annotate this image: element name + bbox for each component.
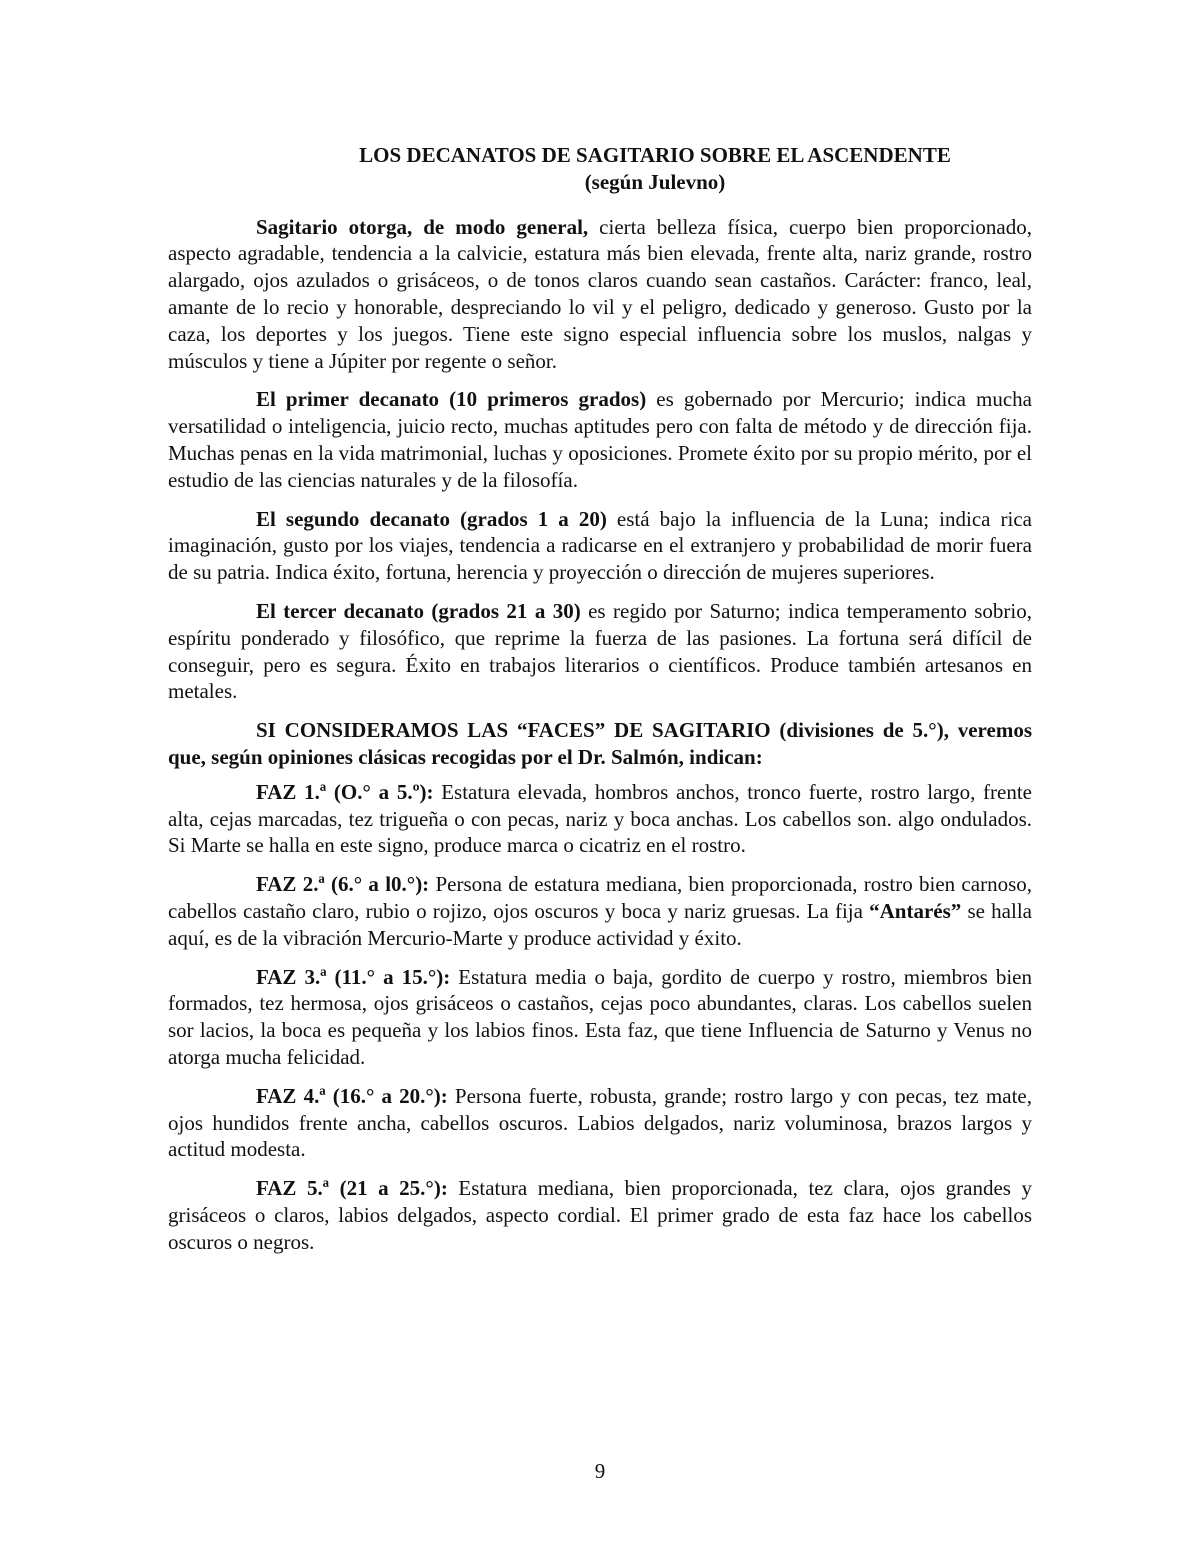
paragraph-text: está bajo la influencia de la Luna; indica rica imaginación, gusto por los viajes, tendencia a radicarse en el extranjero y probabilidad de morir fuera de su patria. Indica éxito, fortuna, herencia y proyección o dirección de mujeres superiores. xyxy=(168,506,1032,585)
face-lead: FAZ 1.ª (O.° a 5.º): xyxy=(256,779,434,804)
face-lead: FAZ 2.ª (6.° a l0.°): xyxy=(256,872,430,897)
face-text-continued: se halla aquí, es de la vibración Mercurio-Marte y produce actividad y éxito. xyxy=(168,898,1032,950)
face-3-paragraph xyxy=(168,964,1032,1071)
face-2-paragraph xyxy=(168,871,1032,951)
face-lead: FAZ 4.ª (16.° a 20.°): xyxy=(256,1083,448,1108)
face-4-paragraph xyxy=(168,1083,1032,1163)
star-name: “Antarés” xyxy=(869,898,962,923)
intro-paragraph xyxy=(168,214,1032,375)
face-text: Persona fuerte, robusta, grande; rostro largo y con pecas, tez mate, ojos hundidos frente ancha, cabellos oscuros. Labios delgados, nariz voluminosa, brazos largos y actitud modesta. xyxy=(168,1083,1032,1162)
faces-heading: SI CONSIDERAMOS LAS “FACES” DE SAGITARIO (divisiones de 5.°), veremos que, según opiniones clásicas recogidas por el Dr. Salmón, indican: xyxy=(168,718,1032,769)
face-text: Estatura mediana, bien proporcionada, tez clara, ojos grandes y grisáceos o claros, labios delgados, aspecto cordial. El primer grado de esta faz hace los cabellos oscuros o negros. xyxy=(168,1176,1032,1254)
page-number: 9 xyxy=(594,1459,606,1483)
face-text: Persona de estatura mediana, bien proporcionada, rostro bien carnoso, cabellos castaño claro, rubio o rojizo, ojos oscuros y boca y nariz gruesas. La fija xyxy=(168,872,1032,923)
first-decanate-paragraph xyxy=(168,386,1032,493)
paragraph-text: cierta belleza física, cuerpo bien proporcionado, aspecto agradable, tendencia a la calvicie, estatura más bien elevada, frente alta, nariz grande, rostro alargado, ojos azulados o grisáceos, o de tonos claros cuando sean castaños. Carácter: franco, leal, amante de lo recio y honorable, despreciando lo vil y el peligro, dedicado y generoso. Gusto por la caza, los deportes y los juegos. Tiene este signo especial influencia sobre los muslos, nalgas y músculos y tiene a Júpiter por regente o señor. xyxy=(168,214,1032,373)
face-1-paragraph xyxy=(168,779,1032,859)
face-lead: FAZ 5.ª (21 a 25.°): xyxy=(256,1176,448,1201)
title-line-2: (según Julevno) xyxy=(584,169,726,194)
paragraph-lead: El primer decanato (10 primeros grados) xyxy=(256,387,647,412)
paragraph-text: es gobernado por Mercurio; indica mucha versatilidad o inteligencia, juicio recto, muchas aptitudes pero con falta de método y de dirección fija. Muchas penas en la vida matrimonial, luchas y oposiciones. Promete éxito por su propio mérito, por el estudio de las ciencias naturales y de la filosofía. xyxy=(168,387,1032,492)
second-decanate-paragraph xyxy=(168,506,1032,586)
paragraph-lead: El segundo decanato (grados 1 a 20) xyxy=(256,506,607,531)
face-text: Estatura media o baja, gordito de cuerpo y rostro, miembros bien formados, tez hermosa, ojos grisáceos o castaños, cejas poco abundantes, claras. Los cabellos suelen sor lacios, la boca es pequeña y los labios finos. Esta faz, que tiene Influencia de Saturno y Venus no atorga mucha felicidad. xyxy=(168,964,1032,1069)
paragraph-lead: El tercer decanato (grados 21 a 30) xyxy=(256,598,581,623)
paragraph-lead: Sagitario otorga, de modo general, xyxy=(256,214,589,239)
face-5-paragraph xyxy=(168,1175,1032,1255)
paragraph-text: es regido por Saturno; indica temperamento sobrio, espíritu ponderado y filosófico, que reprime la fuerza de las pasiones. La fortuna será difícil de conseguir, pero es segura. Éxito en trabajos literarios o científicos. Produce también artesanos en metales. xyxy=(168,598,1032,704)
face-lead: FAZ 3.ª (11.° a 15.°): xyxy=(256,964,451,989)
third-decanate-paragraph xyxy=(168,598,1032,705)
face-text: Estatura elevada, hombros anchos, tronco fuerte, rostro largo, frente alta, cejas marcadas, tez trigueña o con pecas, nariz y boca anchas. Los cabellos son. algo ondulados. Si Marte se halla en este signo, produce marca o cicatriz en el rostro. xyxy=(168,779,1032,858)
page-title xyxy=(168,142,1032,196)
title-line-1: LOS DECANATOS DE SAGITARIO SOBRE EL ASCENDENTE xyxy=(359,143,951,167)
